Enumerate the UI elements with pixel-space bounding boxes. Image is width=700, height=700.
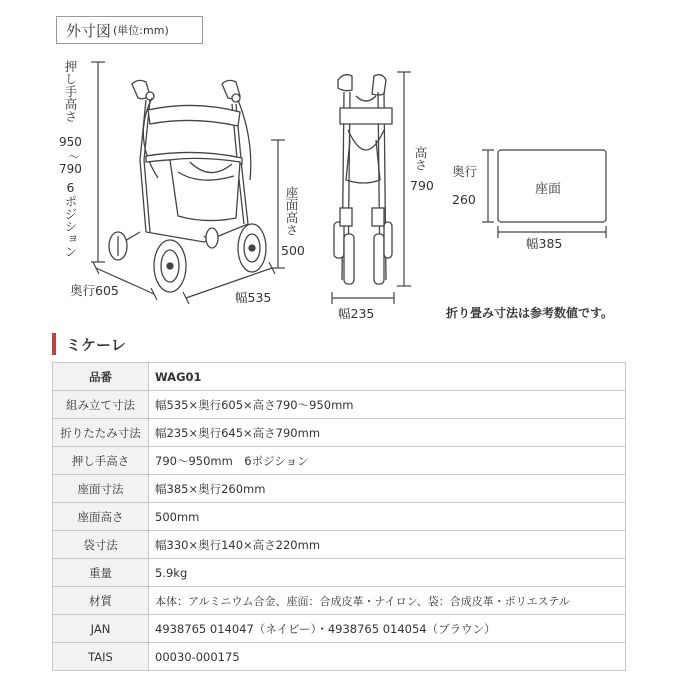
table-row bbox=[53, 531, 626, 559]
section-title bbox=[52, 332, 126, 356]
folded-height-value: 790 bbox=[410, 178, 434, 193]
spec-value: 幅235×奥行645×高さ790mm bbox=[149, 419, 626, 447]
spec-value: 5.9kg bbox=[149, 559, 626, 587]
spec-value: 4938765 014047（ネイビー）・4938765 014054（ブラウン） bbox=[149, 615, 626, 643]
table-row bbox=[53, 615, 626, 643]
depth-label: 奥行605 bbox=[70, 283, 119, 298]
seat-label: 座面 bbox=[535, 182, 562, 197]
push-height-dimension-line bbox=[91, 62, 105, 262]
table-row bbox=[53, 363, 626, 391]
folded-walker-illustration bbox=[334, 75, 392, 284]
spec-value: 00030-000175 bbox=[149, 643, 626, 671]
spec-key: 組み立て寸法 bbox=[53, 391, 149, 419]
folded-width-dimension-line bbox=[332, 292, 394, 304]
folding-note: 折り畳み寸法は参考数値です。 bbox=[446, 306, 614, 320]
spec-key: TAIS bbox=[53, 643, 149, 671]
table-row bbox=[53, 503, 626, 531]
spec-value: 本体：アルミニウム合金、座面：合成皮革・ナイロン、袋：合成皮革・ポリエステル bbox=[149, 587, 626, 615]
table-row bbox=[53, 419, 626, 447]
spec-key: 押し手高さ bbox=[53, 447, 149, 475]
spec-key: 材質 bbox=[53, 587, 149, 615]
spec-key: JAN bbox=[53, 615, 149, 643]
spec-table bbox=[52, 362, 626, 671]
folded-height-label: 高さ bbox=[413, 146, 428, 171]
table-row bbox=[53, 559, 626, 587]
spec-key: 品番 bbox=[53, 363, 149, 391]
folded-width-label: 幅235 bbox=[338, 306, 375, 321]
spec-value: WAG01 bbox=[149, 363, 626, 391]
seat-depth-label: 奥行 bbox=[452, 164, 478, 179]
push-height-range-upper: 950 bbox=[59, 135, 82, 149]
seat-depth-value: 260 bbox=[452, 192, 476, 207]
spec-value: 幅535×奥行605×高さ790〜950mm bbox=[149, 391, 626, 419]
table-row bbox=[53, 643, 626, 671]
header-title: 外寸図 bbox=[66, 21, 112, 40]
walker-illustration bbox=[109, 80, 266, 292]
seat-height-value: 500 bbox=[281, 243, 305, 258]
table-row bbox=[53, 447, 626, 475]
push-height-positions: 6ポジション bbox=[63, 180, 78, 258]
seat-depth-dimension-line bbox=[482, 150, 494, 222]
spec-value: 幅330×奥行140×高さ220mm bbox=[149, 531, 626, 559]
section-accent-bar bbox=[52, 333, 56, 355]
seat-height-label: 座面高さ bbox=[284, 186, 299, 236]
spec-key: 折りたたみ寸法 bbox=[53, 419, 149, 447]
table-row bbox=[53, 475, 626, 503]
push-height-range-lower: 790 bbox=[59, 162, 82, 176]
spec-key: 袋寸法 bbox=[53, 531, 149, 559]
spec-value: 500mm bbox=[149, 503, 626, 531]
spec-value: 幅385×奥行260mm bbox=[149, 475, 626, 503]
spec-key: 座面高さ bbox=[53, 503, 149, 531]
spec-key: 重量 bbox=[53, 559, 149, 587]
spec-value: 790〜950mm 6ポジション bbox=[149, 447, 626, 475]
folded-height-dimension-line bbox=[397, 72, 411, 286]
seat-width-label: 幅385 bbox=[526, 236, 563, 251]
table-row bbox=[53, 587, 626, 615]
product-name: ミケーレ bbox=[66, 335, 126, 354]
push-height-range-tilde: 〜 bbox=[68, 150, 81, 164]
spec-key: 座面寸法 bbox=[53, 475, 149, 503]
header-unit: (単位:mm) bbox=[113, 24, 169, 37]
width-label: 幅535 bbox=[235, 290, 272, 305]
table-row bbox=[53, 391, 626, 419]
push-height-label: 押し手高さ bbox=[63, 60, 78, 123]
